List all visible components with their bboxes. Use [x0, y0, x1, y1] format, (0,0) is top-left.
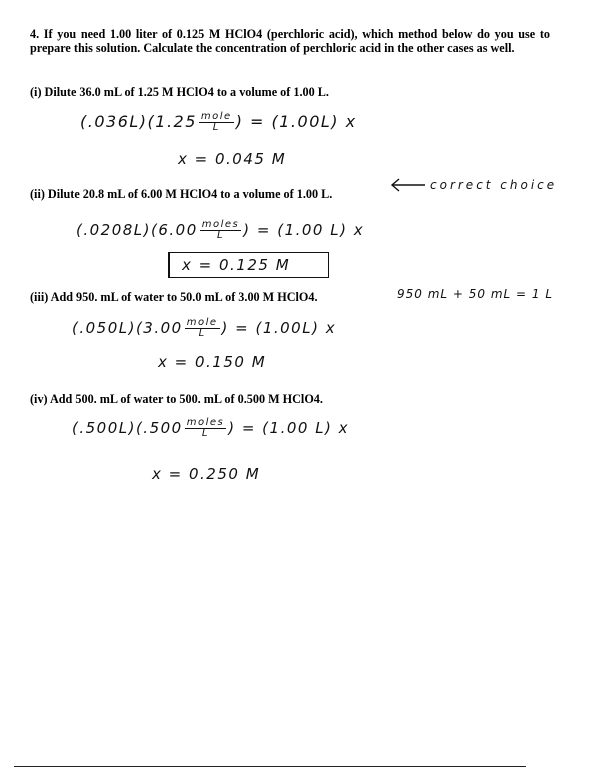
fraction-numerator: mole	[200, 111, 232, 122]
units-fraction	[185, 318, 220, 339]
work-right: ) = (1.00 L) x	[228, 419, 350, 437]
fraction-denominator: L	[198, 328, 206, 339]
option-iv-text: (iv) Add 500. mL of water to 500. mL of 0.500 M HClO4.	[30, 392, 323, 406]
option-i-text: (i) Dilute 36.0 mL of 1.25 M HClO4 to a volume of 1.00 L.	[30, 85, 329, 99]
option-iii-side-note: 950 mL + 50 mL = 1 L	[397, 287, 554, 301]
option-ii-work	[76, 220, 364, 241]
fraction-denominator: L	[212, 122, 220, 133]
units-fraction	[200, 220, 242, 241]
work-left: (.0208L)(6.00	[76, 221, 198, 239]
option-i-work	[80, 112, 357, 133]
work-left: (.036L)(1.25	[80, 112, 197, 131]
option-iv-work	[72, 418, 349, 439]
option-iii-text: (iii) Add 950. mL of water to 50.0 mL of 3.00 M HClO4.	[30, 290, 318, 304]
option-iii-result: x = 0.150 M	[158, 353, 267, 371]
option-ii-result: x = 0.125 M	[182, 256, 291, 274]
option-iii-work	[72, 318, 336, 339]
work-left: (.050L)(3.00	[72, 319, 183, 337]
footer-divider	[14, 766, 526, 767]
work-right: ) = (1.00L) x	[235, 112, 357, 131]
fraction-numerator: moles	[186, 417, 225, 428]
question-text: 4. If you need 1.00 liter of 0.125 M HClO4 (perchloric acid), which method below do you use to prepare this solution. Calculate the concentration of perchloric acid in the other cases as well.	[30, 27, 550, 55]
fraction-numerator: moles	[201, 219, 240, 230]
work-right: ) = (1.00L) x	[221, 319, 337, 337]
option-ii-text: (ii) Dilute 20.8 mL of 6.00 M HClO4 to a volume of 1.00 L.	[30, 187, 333, 201]
option-i-result: x = 0.045 M	[178, 150, 287, 168]
work-left: (.500L)(.500	[72, 419, 183, 437]
units-fraction	[185, 418, 227, 439]
fraction-denominator: L	[201, 428, 209, 439]
option-iv-result: x = 0.250 M	[152, 465, 261, 483]
work-right: ) = (1.00 L) x	[243, 221, 365, 239]
fraction-numerator: mole	[186, 317, 218, 328]
arrow-left-icon	[390, 178, 426, 192]
correct-choice-note: correct choice	[430, 178, 558, 192]
units-fraction	[199, 112, 234, 133]
fraction-denominator: L	[216, 230, 225, 241]
